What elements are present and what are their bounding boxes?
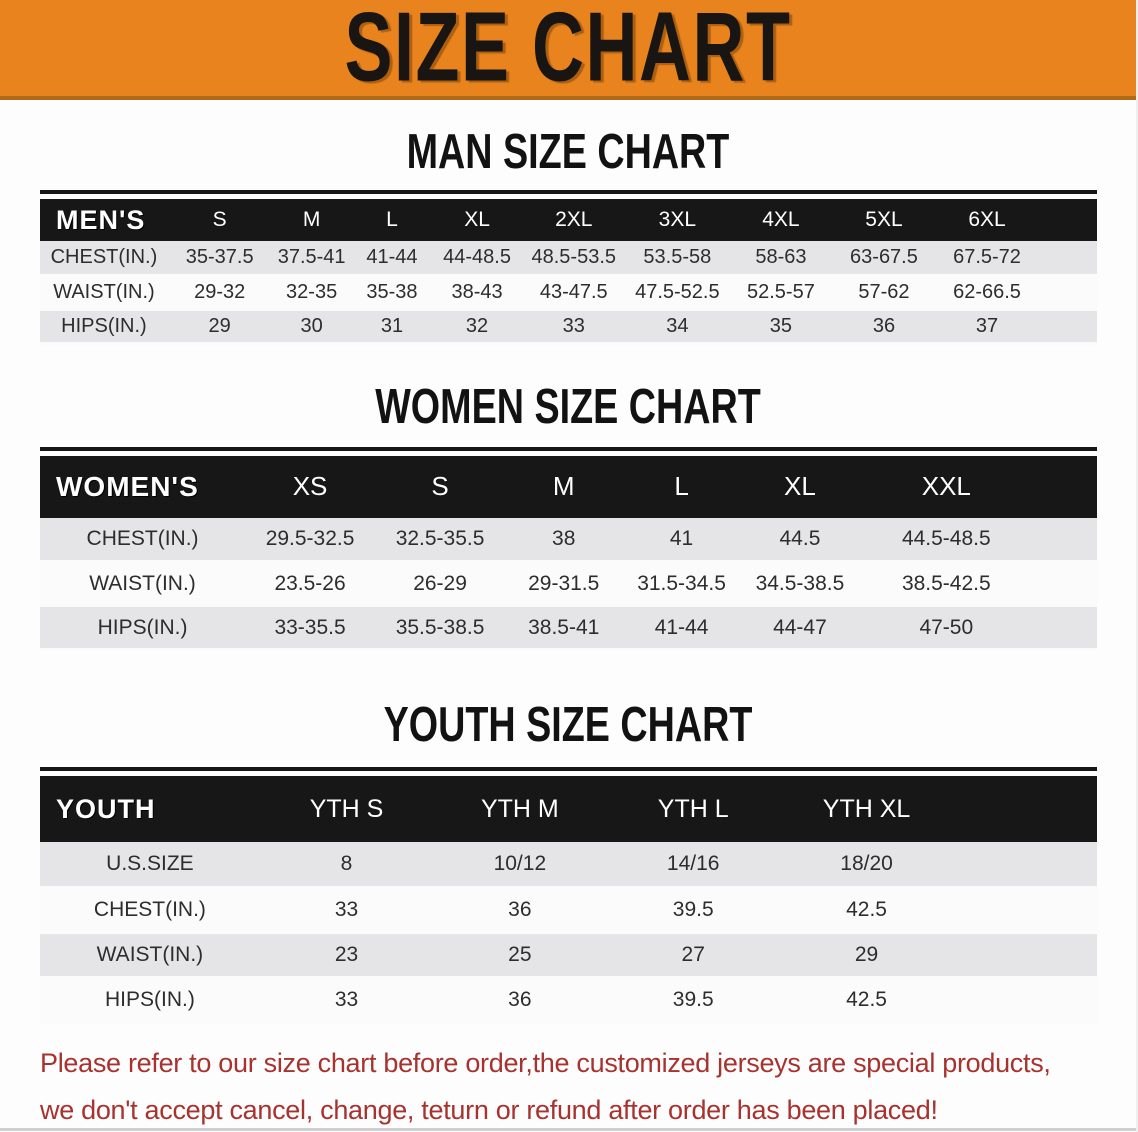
size-value-cell: 58-63 xyxy=(755,245,807,268)
table-corner-label: YOUTH xyxy=(40,776,260,842)
size-value-cell: 29-32 xyxy=(194,280,246,303)
row-label: HIPS(IN.) xyxy=(105,987,195,1011)
bottom-border-line xyxy=(0,1128,1136,1131)
row-spacer-cell xyxy=(953,842,1097,887)
size-value-cell: 62-66.5 xyxy=(953,280,1021,303)
disclaimer-line-2: we don't accept cancel, change, teturn or refund after order has been placed! xyxy=(40,1094,938,1125)
size-value-cell: 44.5-48.5 xyxy=(901,526,991,550)
size-column-header: YTH M xyxy=(433,776,606,842)
size-value-cell: 35 xyxy=(769,314,793,337)
size-column-header: 5XL xyxy=(833,199,936,241)
row-spacer-cell xyxy=(1039,241,1097,275)
size-value-cell: 33 xyxy=(334,897,359,921)
header-spacer-cell xyxy=(1034,456,1097,518)
size-column-header: 6XL xyxy=(935,199,1039,241)
disclaimer-line-1: Please refer to our size chart before order,the customized jerseys are special products, xyxy=(40,1047,1051,1078)
size-value-cell: 35-37.5 xyxy=(185,245,254,268)
size-value-cell: 38 xyxy=(552,526,576,550)
row-spacer-cell xyxy=(953,977,1097,1022)
row-spacer-cell xyxy=(1034,562,1097,606)
measurement-row xyxy=(40,275,1097,309)
men-size-table xyxy=(40,199,1097,345)
measurement-row xyxy=(40,842,1097,887)
banner xyxy=(0,0,1136,103)
size-value-cell: 36 xyxy=(872,314,896,337)
size-column-header: S xyxy=(168,199,272,241)
row-label: U.S.SIZE xyxy=(106,851,194,875)
size-value-cell: 41 xyxy=(669,526,694,550)
row-spacer-cell xyxy=(1039,309,1097,343)
row-label: WAIST(IN.) xyxy=(89,571,196,595)
size-column-header: L xyxy=(352,199,432,241)
measurement-row xyxy=(40,932,1097,977)
size-column-header: XS xyxy=(245,456,375,518)
youth-table-wrap xyxy=(40,767,1097,1024)
row-spacer-cell xyxy=(953,887,1097,932)
women-size-section xyxy=(0,377,1136,652)
size-value-cell: 47-50 xyxy=(919,615,974,639)
men-table-wrap xyxy=(40,190,1097,345)
size-value-cell: 48.5-53.5 xyxy=(531,245,617,268)
row-label: HIPS(IN.) xyxy=(97,615,188,639)
women-size-table xyxy=(40,456,1097,652)
size-value-cell: 41-44 xyxy=(654,615,709,639)
size-value-cell: 39.5 xyxy=(672,987,714,1011)
banner-title: SIZE CHART xyxy=(344,0,792,103)
size-value-cell: 32-35 xyxy=(286,280,338,303)
size-column-header: 4XL xyxy=(729,199,833,241)
table-corner-label: MEN'S xyxy=(40,199,168,241)
size-value-cell: 34.5-38.5 xyxy=(755,571,845,595)
size-value-cell: 32 xyxy=(465,314,489,337)
size-value-cell: 44-48.5 xyxy=(443,245,511,268)
header-spacer-cell xyxy=(1039,199,1097,241)
size-value-cell: 18/20 xyxy=(840,851,893,875)
size-column-header: S xyxy=(375,456,505,518)
size-value-cell: 25 xyxy=(508,942,532,966)
size-value-cell: 14/16 xyxy=(666,851,720,875)
size-value-cell: 36 xyxy=(508,897,532,921)
size-value-cell: 44-47 xyxy=(773,615,827,639)
size-column-header: YTH XL xyxy=(780,776,953,842)
size-value-cell: 41-44 xyxy=(366,245,418,268)
size-column-header: XL xyxy=(432,199,522,241)
youth-size-section xyxy=(0,696,1136,1024)
men-section-heading: MAN SIZE CHART xyxy=(406,123,730,179)
size-value-cell: 37 xyxy=(975,314,999,337)
size-column-header: XXL xyxy=(859,456,1033,518)
women-section-heading: WOMEN SIZE CHART xyxy=(375,377,761,434)
size-value-cell: 29 xyxy=(208,314,231,337)
row-label: WAIST(IN.) xyxy=(53,280,155,303)
row-spacer-cell xyxy=(1034,606,1097,650)
row-label: CHEST(IN.) xyxy=(93,897,206,921)
size-value-cell: 35-38 xyxy=(366,280,418,303)
measurement-row xyxy=(40,241,1097,275)
size-value-cell: 38.5-42.5 xyxy=(901,571,991,595)
measurement-row xyxy=(40,887,1097,932)
size-column-header: L xyxy=(622,456,740,518)
size-value-cell: 36 xyxy=(508,987,532,1011)
measurement-row xyxy=(40,562,1097,606)
size-value-cell: 38.5-41 xyxy=(528,615,600,639)
measurement-row xyxy=(40,309,1097,343)
size-header-row xyxy=(40,456,1097,518)
size-value-cell: 47.5-52.5 xyxy=(635,280,720,303)
size-value-cell: 31 xyxy=(380,314,404,337)
size-value-cell: 38-43 xyxy=(451,280,503,303)
size-value-cell: 37.5-41 xyxy=(277,245,346,268)
measurement-row xyxy=(40,606,1097,650)
row-spacer-cell xyxy=(1039,275,1097,309)
size-value-cell: 44.5 xyxy=(779,526,821,550)
size-value-cell: 42.5 xyxy=(846,897,887,921)
size-column-header: M xyxy=(505,456,622,518)
row-spacer-cell xyxy=(953,932,1097,977)
size-value-cell: 52.5-57 xyxy=(746,280,815,303)
size-column-header: YTH S xyxy=(260,776,433,842)
size-value-cell: 29 xyxy=(854,942,879,966)
measurement-row xyxy=(40,518,1097,562)
size-value-cell: 31.5-34.5 xyxy=(637,571,726,595)
size-value-cell: 63-67.5 xyxy=(850,245,918,268)
men-size-section xyxy=(0,123,1136,345)
size-value-cell: 42.5 xyxy=(846,987,887,1011)
size-value-cell: 33 xyxy=(562,314,585,337)
size-column-header: 2XL xyxy=(522,199,626,241)
size-value-cell: 39.5 xyxy=(672,897,714,921)
women-table-wrap xyxy=(40,447,1097,652)
header-spacer-cell xyxy=(953,776,1097,842)
size-value-cell: 30 xyxy=(300,314,323,337)
size-value-cell: 33 xyxy=(334,987,359,1011)
size-value-cell: 43-47.5 xyxy=(539,280,608,303)
row-label: HIPS(IN.) xyxy=(61,314,147,337)
size-value-cell: 32.5-35.5 xyxy=(395,526,485,550)
disclaimer-note xyxy=(40,1040,1136,1132)
size-value-cell: 29.5-32.5 xyxy=(265,526,355,550)
youth-section-heading: YOUTH SIZE CHART xyxy=(383,696,753,752)
size-value-cell: 27 xyxy=(681,942,705,966)
size-header-row xyxy=(40,776,1097,842)
size-value-cell: 34 xyxy=(666,314,689,337)
size-value-cell: 53.5-58 xyxy=(643,245,712,268)
measurement-row xyxy=(40,977,1097,1022)
size-value-cell: 23 xyxy=(334,942,359,966)
table-corner-label: WOMEN'S xyxy=(40,456,245,518)
size-value-cell: 8 xyxy=(340,851,353,875)
size-column-header: 3XL xyxy=(626,199,730,241)
row-label: WAIST(IN.) xyxy=(96,942,204,966)
size-value-cell: 29-31.5 xyxy=(528,571,600,595)
row-label: CHEST(IN.) xyxy=(86,526,199,550)
size-value-cell: 26-29 xyxy=(413,571,467,595)
size-value-cell: 67.5-72 xyxy=(953,245,1021,268)
size-value-cell: 57-62 xyxy=(858,280,910,303)
size-value-cell: 33-35.5 xyxy=(274,615,346,639)
row-label: CHEST(IN.) xyxy=(50,245,158,268)
size-column-header: M xyxy=(271,199,351,241)
youth-size-table xyxy=(40,776,1097,1024)
size-column-header: XL xyxy=(741,456,859,518)
size-value-cell: 35.5-38.5 xyxy=(395,615,485,639)
size-value-cell: 23.5-26 xyxy=(274,571,346,595)
size-column-header: YTH L xyxy=(607,776,780,842)
size-value-cell: 10/12 xyxy=(493,851,547,875)
row-spacer-cell xyxy=(1034,518,1097,562)
size-header-row xyxy=(40,199,1097,241)
